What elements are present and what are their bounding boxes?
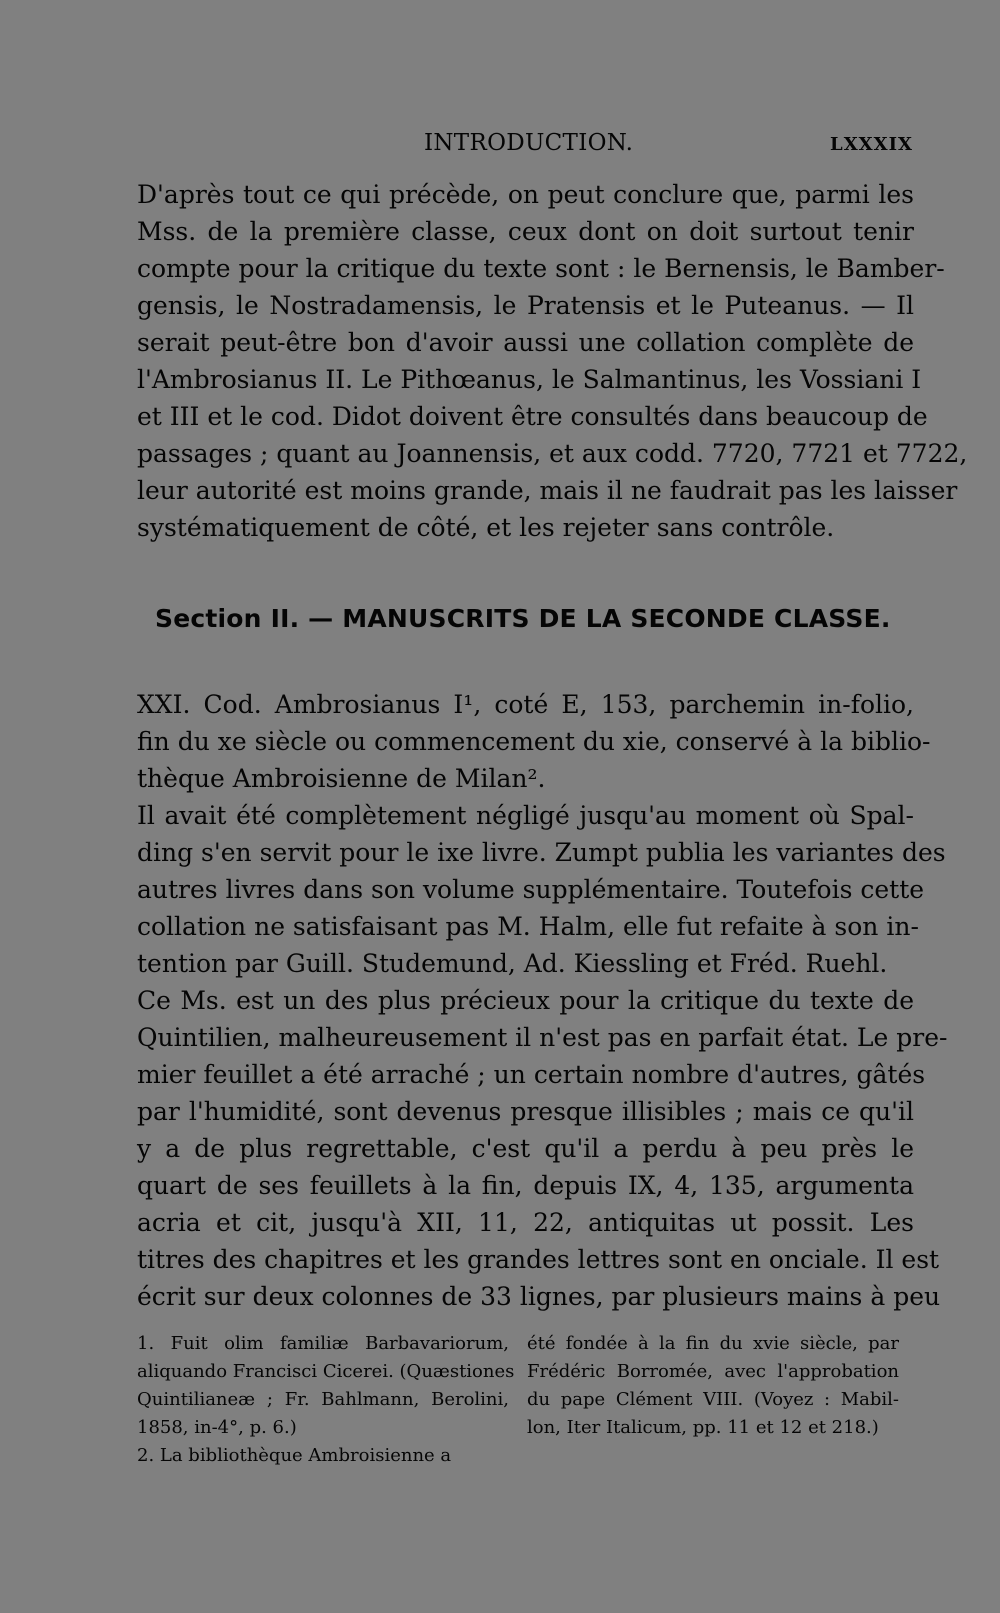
text-line: thèque Ambroisienne de Milan². <box>137 764 546 793</box>
text-line: systématiquement de côté, et les rejeter sans contrôle. <box>137 513 835 542</box>
paragraph-manuscript-description <box>137 982 948 1315</box>
text-line: leur autorité est moins grande, mais il ne faudrait pas les laisser <box>137 476 958 505</box>
footnote-line: du pape Clément VIII. (Voyez : Mabil- <box>527 1389 899 1410</box>
text-line: D'après tout ce qui précède, on peut conclure que, parmi les <box>137 180 914 209</box>
footnote-line: 2. La bibliothèque Ambroisienne a <box>137 1445 452 1466</box>
footnote-line: aliquando Francisci Cicerei. (Quæstiones <box>137 1361 515 1382</box>
footnote-line: Frédéric Borromée, avec l'approbation <box>527 1361 899 1382</box>
page-number: LXXXIX <box>830 134 913 155</box>
footnote-line: 1. Fuit olim familiæ Barbavariorum, <box>137 1333 509 1354</box>
text-line: autres livres dans son volume supplémentaire. Toutefois cette <box>137 875 925 904</box>
text-line: ding s'en servit pour le ixe livre. Zumpt publia les variantes des <box>137 838 946 867</box>
text-line: Mss. de la première classe, ceux dont on doit surtout tenir <box>137 217 914 246</box>
paragraph-collation-history <box>137 797 946 982</box>
text-line: et III et le cod. Didot doivent être consultés dans beaucoup de <box>137 402 928 431</box>
running-head <box>139 126 913 160</box>
footnote-line: Quintilianeæ ; Fr. Bahlmann, Berolini, <box>137 1389 509 1410</box>
text-line: titres des chapitres et les grandes lettres sont en onciale. Il est <box>137 1245 940 1274</box>
text-line: serait peut-être bon d'avoir aussi une collation complète de <box>137 328 914 357</box>
text-line: écrit sur deux colonnes de 33 lignes, par plusieurs mains à peu <box>137 1282 941 1311</box>
paragraph-codex-entry <box>137 686 931 797</box>
footnotes <box>137 1330 907 1466</box>
footnotes-left-column <box>137 1330 515 1470</box>
text-line: passages ; quant au Joannensis, et aux codd. 7720, 7721 et 7722, <box>137 439 968 468</box>
text-line: gensis, le Nostradamensis, le Pratensis et le Puteanus. — Il <box>137 291 914 320</box>
text-line: y a de plus regrettable, c'est qu'il a perdu à peu près le <box>137 1134 914 1163</box>
footnotes-right-column <box>527 1330 899 1442</box>
running-title: INTRODUCTION. <box>424 130 634 156</box>
text-line: fin du xe siècle ou commencement du xie, conservé à la biblio- <box>137 727 931 756</box>
text-line: acria et cit, jusqu'à XII, 11, 22, antiquitas ut possit. Les <box>137 1208 914 1237</box>
footnote-line: 1858, in-4°, p. 6.) <box>137 1417 297 1438</box>
text-line: compte pour la critique du texte sont : le Bernensis, le Bamber- <box>137 254 945 283</box>
text-line: mier feuillet a été arraché ; un certain nombre d'autres, gâtés <box>137 1060 926 1089</box>
section-heading: Section II. — MANUSCRITS DE LA SECONDE CLASSE. <box>155 604 891 633</box>
paragraph-conclusion <box>137 176 968 546</box>
text-line: collation ne satisfaisant pas M. Halm, elle fut refaite à son in- <box>137 912 919 941</box>
text-line: tention par Guill. Studemund, Ad. Kiessling et Fréd. Ruehl. <box>137 949 888 978</box>
text-line: Quintilien, malheureusement il n'est pas en parfait état. Le pre- <box>137 1023 948 1052</box>
text-line: Ce Ms. est un des plus précieux pour la critique du texte de <box>137 986 914 1015</box>
text-line: XXI. Cod. Ambrosianus I¹, coté E, 153, parchemin in-folio, <box>137 690 914 719</box>
footnote-line: été fondée à la fin du xvie siècle, par <box>527 1333 899 1354</box>
text-line: par l'humidité, sont devenus presque illisibles ; mais ce qu'il <box>137 1097 914 1126</box>
text-line: l'Ambrosianus II. Le Pithœanus, le Salmantinus, les Vossiani I <box>137 365 922 394</box>
footnote-line: lon, Iter Italicum, pp. 11 et 12 et 218.) <box>527 1417 879 1438</box>
text-line: quart de ses feuillets à la fin, depuis IX, 4, 135, argumenta <box>137 1171 914 1200</box>
text-line: Il avait été complètement négligé jusqu'au moment où Spal- <box>137 801 914 830</box>
